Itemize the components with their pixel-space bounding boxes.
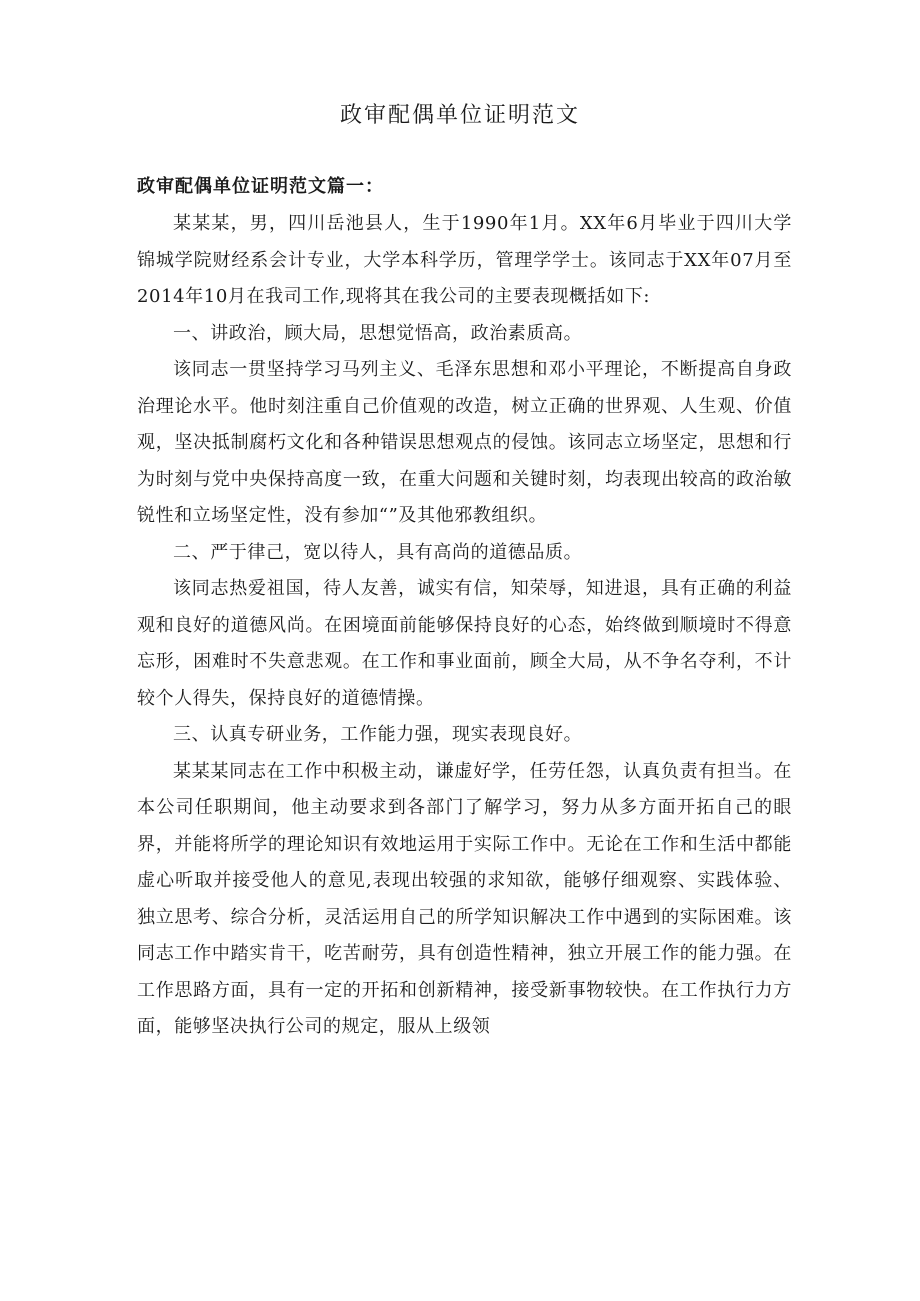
paragraph-intro: 某某某，男，四川岳池县人，生于1990年1月。XX年6月毕业于四川大学锦城学院财经系会计专业，大学本科学历，管理学学士。该同志于XX年07月至2014年10月在我司工作,现将其在我公司的主要表现概括如下: bbox=[137, 213, 792, 307]
document-body bbox=[137, 206, 792, 1046]
paragraph-point-1-body: 该同志一贯坚持学习马列主义、毛泽东思想和邓小平理论，不断提高自身政治理论水平。他时刻注重自己价值观的改造，树立正确的世界观、人生观、价值观，坚决抵制腐朽文化和各种错误思想观点的侵蚀。该同志立场坚定，思想和行为时刻与党中央保持高度一致，在重大问题和关键时刻，均表现出较高的政治敏锐性和立场坚定性，没有参加“”及其他邪教组织。 bbox=[137, 359, 792, 526]
paragraph-point-2-heading: 二、严于律己，宽以待人，具有高尚的道德品质。 bbox=[173, 541, 583, 563]
paragraph-point-2-body: 该同志热爱祖国，待人友善，诚实有信，知荣辱，知进退，具有正确的利益观和良好的道德风尚。在困境面前能够保持良好的心态，始终做到顺境时不得意忘形，困难时不失意悲观。在工作和事业面前，顾全大局，从不争名夺利，不计较个人得失，保持良好的道德情操。 bbox=[137, 578, 792, 709]
section-heading: 政审配偶单位证明范文篇一： bbox=[137, 176, 384, 197]
paragraph-point-3-heading: 三、认真专研业务，工作能力强，现实表现良好。 bbox=[173, 724, 583, 745]
document-title: 政审配偶单位证明范文 bbox=[339, 103, 580, 128]
paragraph-point-1-heading: 一、讲政治，顾大局，思想觉悟高，政治素质高。 bbox=[173, 322, 583, 344]
paragraph-point-3-body: 某某某同志在工作中积极主动，谦虚好学，任劳任怨，认真负责有担当。在本公司任职期间，他主动要求到各部门了解学习，努力从多方面开拓自己的眼界，并能将所学的理论知识有效地运用于实际工作中。无论在工作和生活中都能虚心听取并接受他人的意见,表现出较强的求知欲，能够仔细观察、实践体验、独立思考、综合分析，灵活运用自己的所学知识解决工作中遇到的实际困难。该同志工作中踏实肯干，吃苦耐劳，具有创造性精神，独立开展工作的能力强。在工作思路方面，具有一定的开拓和创新精神，接受新事物较快。在工作执行力方面，能够坚决执行公司的规定，服从上级领 bbox=[137, 760, 792, 1037]
